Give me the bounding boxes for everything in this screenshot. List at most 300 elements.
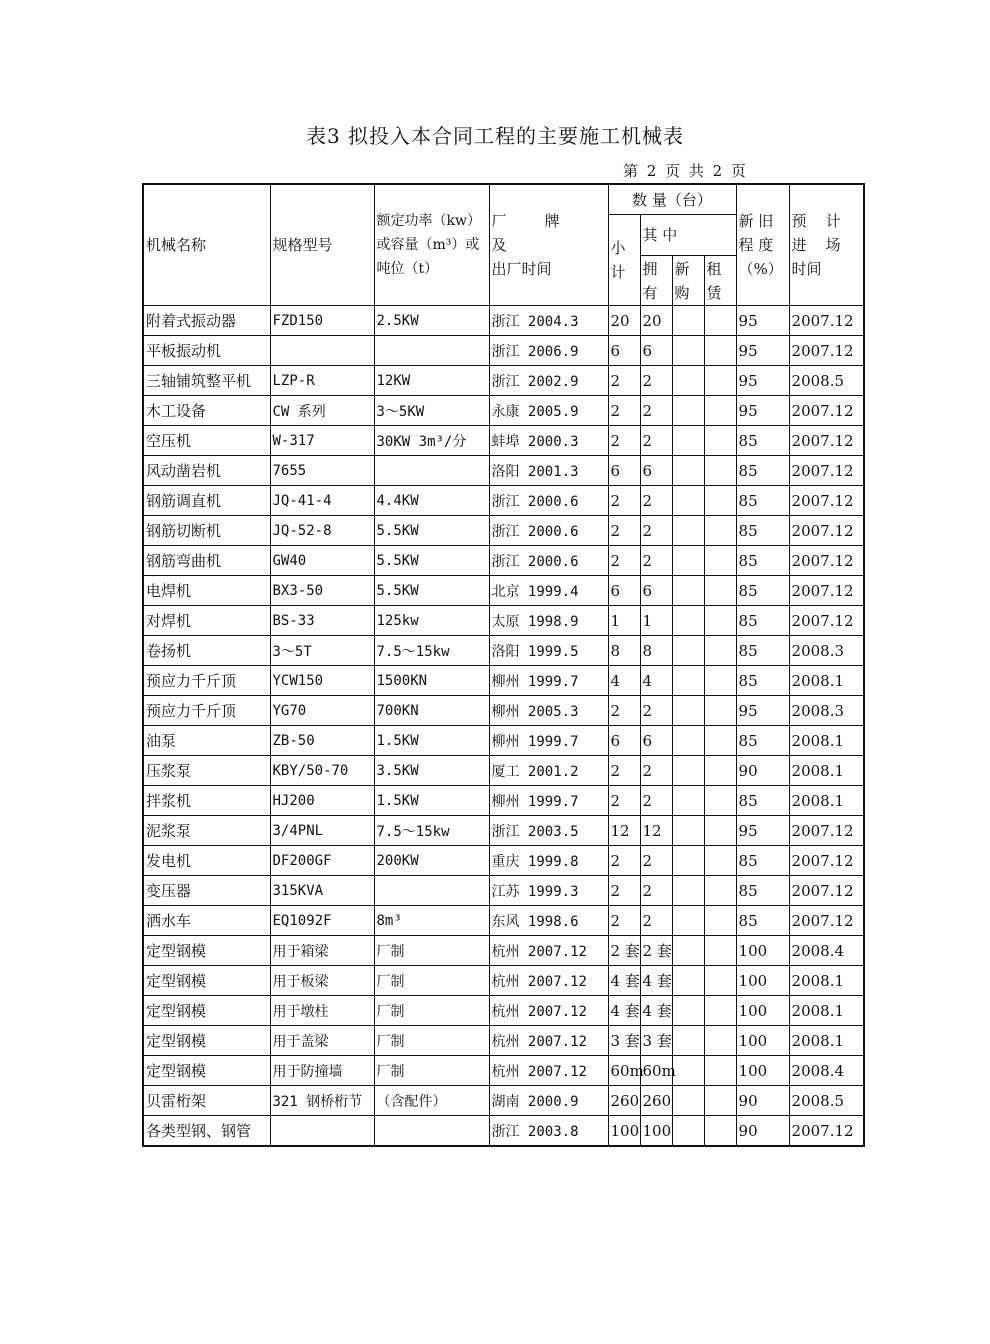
cell-subtotal: 8 — [608, 636, 640, 666]
header-quantity: 数 量（台） — [608, 184, 736, 215]
cell-factory: 杭州 2007.12 — [489, 936, 608, 966]
cell-new-buy — [672, 786, 704, 816]
cell-condition: 85 — [736, 546, 789, 576]
cell-lease — [704, 456, 736, 486]
cell-name: 油泵 — [143, 726, 270, 756]
cell-new-buy — [672, 546, 704, 576]
cell-lease — [704, 786, 736, 816]
cell-factory: 湖南 2000.9 — [489, 1086, 608, 1116]
header-new-buy — [672, 256, 704, 306]
table-row — [143, 726, 864, 756]
table-row — [143, 1086, 864, 1116]
cell-owned: 8 — [640, 636, 672, 666]
cell-power: 700KN — [374, 696, 489, 726]
cell-lease — [704, 1056, 736, 1086]
table-row — [143, 1026, 864, 1056]
cell-condition: 85 — [736, 666, 789, 696]
cell-power: 3.5KW — [374, 756, 489, 786]
cell-model: YCW150 — [270, 666, 374, 696]
cell-power — [374, 1116, 489, 1147]
header-power-line2: 或容量（m³）或 — [376, 237, 480, 253]
machinery-table — [142, 183, 865, 1147]
cell-new-buy — [672, 726, 704, 756]
cell-owned: 2 套 — [640, 936, 672, 966]
cell-subtotal: 4 套 — [608, 966, 640, 996]
header-new-buy-text: 新购 — [674, 259, 690, 302]
cell-subtotal: 2 — [608, 846, 640, 876]
cell-new-buy — [672, 966, 704, 996]
cell-model: DF200GF — [270, 846, 374, 876]
table-row — [143, 816, 864, 846]
cell-lease — [704, 336, 736, 366]
cell-lease — [704, 696, 736, 726]
table-row — [143, 456, 864, 486]
cell-condition: 95 — [736, 336, 789, 366]
cell-power — [374, 456, 489, 486]
cell-new-buy — [672, 1026, 704, 1056]
page-number-info: 第 2 页 共 2 页 — [623, 162, 746, 180]
cell-owned: 2 — [640, 876, 672, 906]
cell-condition: 95 — [736, 366, 789, 396]
cell-subtotal: 6 — [608, 336, 640, 366]
cell-subtotal: 2 — [608, 876, 640, 906]
cell-lease — [704, 936, 736, 966]
cell-subtotal: 2 — [608, 396, 640, 426]
cell-arrival: 2007.12 — [789, 576, 864, 606]
cell-power: 1.5KW — [374, 786, 489, 816]
header-arrival-text: 预 计进 场时间 — [791, 212, 841, 278]
cell-condition: 95 — [736, 816, 789, 846]
cell-model: JQ-41-4 — [270, 486, 374, 516]
cell-owned: 2 — [640, 846, 672, 876]
cell-arrival: 2008.3 — [789, 636, 864, 666]
header-factory-line3: 出厂时间 — [491, 260, 552, 278]
cell-condition: 85 — [736, 426, 789, 456]
cell-power: 厂制 — [374, 936, 489, 966]
cell-model: 用于墩柱 — [270, 996, 374, 1026]
cell-subtotal: 4 套 — [608, 996, 640, 1026]
cell-new-buy — [672, 996, 704, 1026]
cell-arrival: 2008.1 — [789, 666, 864, 696]
cell-subtotal: 2 — [608, 906, 640, 936]
cell-model: W-317 — [270, 426, 374, 456]
table-row — [143, 396, 864, 426]
cell-model: 7655 — [270, 456, 374, 486]
cell-owned: 2 — [640, 366, 672, 396]
cell-condition: 85 — [736, 876, 789, 906]
cell-owned: 20 — [640, 306, 672, 336]
cell-owned: 2 — [640, 516, 672, 546]
cell-model: 315KVA — [270, 876, 374, 906]
cell-subtotal: 60m — [608, 1056, 640, 1086]
cell-owned: 12 — [640, 816, 672, 846]
cell-condition: 100 — [736, 1026, 789, 1056]
cell-arrival: 2007.12 — [789, 816, 864, 846]
cell-model: LZP-R — [270, 366, 374, 396]
table-row — [143, 996, 864, 1026]
cell-power: （含配件） — [374, 1086, 489, 1116]
cell-new-buy — [672, 636, 704, 666]
cell-condition: 95 — [736, 396, 789, 426]
table-row — [143, 516, 864, 546]
cell-name: 洒水车 — [143, 906, 270, 936]
cell-factory: 厦工 2001.2 — [489, 756, 608, 786]
cell-condition: 85 — [736, 486, 789, 516]
table-row — [143, 846, 864, 876]
header-condition-text: 新 旧程 度（%） — [738, 212, 783, 278]
cell-model: 用于防撞墙 — [270, 1056, 374, 1086]
cell-model: 3/4PNL — [270, 816, 374, 846]
cell-factory: 东风 1998.6 — [489, 906, 608, 936]
cell-power: 200KW — [374, 846, 489, 876]
cell-factory: 浙江 2003.5 — [489, 816, 608, 846]
cell-power: 12KW — [374, 366, 489, 396]
cell-name: 定型钢模 — [143, 996, 270, 1026]
cell-lease — [704, 426, 736, 456]
cell-power: 1500KN — [374, 666, 489, 696]
cell-owned: 2 — [640, 426, 672, 456]
cell-model: BX3-50 — [270, 576, 374, 606]
cell-name: 电焊机 — [143, 576, 270, 606]
cell-factory: 杭州 2007.12 — [489, 996, 608, 1026]
cell-arrival: 2008.1 — [789, 726, 864, 756]
cell-condition: 90 — [736, 756, 789, 786]
cell-condition: 85 — [736, 456, 789, 486]
cell-new-buy — [672, 816, 704, 846]
cell-name: 压浆泵 — [143, 756, 270, 786]
header-power-line1: 额定功率（kw） — [376, 213, 481, 229]
header-power — [374, 184, 489, 306]
cell-model: HJ200 — [270, 786, 374, 816]
cell-lease — [704, 666, 736, 696]
cell-subtotal: 2 — [608, 516, 640, 546]
cell-factory: 杭州 2007.12 — [489, 1026, 608, 1056]
cell-lease — [704, 846, 736, 876]
cell-model: 3～5T — [270, 636, 374, 666]
cell-factory: 柳州 1999.7 — [489, 726, 608, 756]
cell-power: 厂制 — [374, 966, 489, 996]
table-row — [143, 1056, 864, 1086]
cell-arrival: 2008.1 — [789, 786, 864, 816]
cell-lease — [704, 1116, 736, 1147]
table-row — [143, 606, 864, 636]
cell-name: 钢筋调直机 — [143, 486, 270, 516]
cell-new-buy — [672, 846, 704, 876]
cell-subtotal: 2 — [608, 366, 640, 396]
cell-model: YG70 — [270, 696, 374, 726]
cell-owned: 2 — [640, 906, 672, 936]
cell-owned: 2 — [640, 786, 672, 816]
table-row — [143, 786, 864, 816]
cell-factory: 蚌埠 2000.3 — [489, 426, 608, 456]
cell-model: 用于盖梁 — [270, 1026, 374, 1056]
cell-arrival: 2007.12 — [789, 546, 864, 576]
cell-owned: 6 — [640, 456, 672, 486]
cell-lease — [704, 966, 736, 996]
cell-subtotal: 2 — [608, 696, 640, 726]
cell-factory: 浙江 2002.9 — [489, 366, 608, 396]
cell-lease — [704, 726, 736, 756]
cell-subtotal: 4 — [608, 666, 640, 696]
cell-owned: 2 — [640, 546, 672, 576]
cell-model: 用于箱梁 — [270, 936, 374, 966]
cell-name: 三轴铺筑整平机 — [143, 366, 270, 396]
cell-owned: 4 — [640, 666, 672, 696]
cell-owned: 4 套 — [640, 996, 672, 1026]
cell-condition: 95 — [736, 306, 789, 336]
cell-name: 钢筋切断机 — [143, 516, 270, 546]
cell-arrival: 2008.5 — [789, 366, 864, 396]
cell-subtotal: 100 — [608, 1116, 640, 1147]
cell-factory: 杭州 2007.12 — [489, 966, 608, 996]
cell-name: 平板振动机 — [143, 336, 270, 366]
header-model: 规格型号 — [270, 184, 374, 306]
cell-lease — [704, 876, 736, 906]
cell-name: 各类型钢、钢管 — [143, 1116, 270, 1147]
table-row — [143, 366, 864, 396]
cell-arrival: 2007.12 — [789, 906, 864, 936]
cell-subtotal: 1 — [608, 606, 640, 636]
cell-subtotal: 2 套 — [608, 936, 640, 966]
cell-new-buy — [672, 576, 704, 606]
cell-subtotal: 2 — [608, 426, 640, 456]
cell-name: 定型钢模 — [143, 936, 270, 966]
cell-new-buy — [672, 906, 704, 936]
cell-model: FZD150 — [270, 306, 374, 336]
cell-model: EQ1092F — [270, 906, 374, 936]
cell-arrival: 2007.12 — [789, 306, 864, 336]
cell-new-buy — [672, 486, 704, 516]
cell-owned: 260 — [640, 1086, 672, 1116]
cell-factory: 浙江 2004.3 — [489, 306, 608, 336]
cell-name: 卷扬机 — [143, 636, 270, 666]
cell-new-buy — [672, 936, 704, 966]
cell-model: 321 钢桥桁节 — [270, 1086, 374, 1116]
cell-lease — [704, 816, 736, 846]
cell-subtotal: 20 — [608, 306, 640, 336]
table-row — [143, 636, 864, 666]
cell-owned: 1 — [640, 606, 672, 636]
cell-name: 预应力千斤顶 — [143, 666, 270, 696]
cell-condition: 85 — [736, 846, 789, 876]
cell-factory: 洛阳 2001.3 — [489, 456, 608, 486]
cell-factory: 浙江 2000.6 — [489, 546, 608, 576]
cell-factory: 浙江 2000.6 — [489, 516, 608, 546]
cell-new-buy — [672, 456, 704, 486]
cell-factory: 太原 1998.9 — [489, 606, 608, 636]
cell-owned: 2 — [640, 396, 672, 426]
table-row — [143, 546, 864, 576]
cell-power: 8m³ — [374, 906, 489, 936]
cell-arrival: 2007.12 — [789, 516, 864, 546]
cell-new-buy — [672, 756, 704, 786]
cell-factory: 永康 2005.9 — [489, 396, 608, 426]
cell-power: 厂制 — [374, 996, 489, 1026]
cell-name: 木工设备 — [143, 396, 270, 426]
cell-subtotal: 6 — [608, 576, 640, 606]
cell-condition: 100 — [736, 966, 789, 996]
cell-condition: 90 — [736, 1116, 789, 1147]
cell-model — [270, 1116, 374, 1147]
header-subtotal — [608, 215, 640, 306]
header-factory-line2: 及 — [491, 236, 507, 254]
cell-condition: 90 — [736, 1086, 789, 1116]
cell-factory: 柳州 2005.3 — [489, 696, 608, 726]
header-lease-text: 租赁 — [706, 259, 722, 302]
cell-lease — [704, 996, 736, 1026]
cell-arrival: 2007.12 — [789, 396, 864, 426]
cell-condition: 85 — [736, 606, 789, 636]
cell-model: CW 系列 — [270, 396, 374, 426]
cell-lease — [704, 396, 736, 426]
table-row — [143, 756, 864, 786]
cell-power: 7.5～15kw — [374, 636, 489, 666]
cell-power — [374, 336, 489, 366]
cell-arrival: 2007.12 — [789, 486, 864, 516]
cell-subtotal: 6 — [608, 726, 640, 756]
cell-factory: 柳州 1999.7 — [489, 666, 608, 696]
cell-name: 定型钢模 — [143, 1056, 270, 1086]
header-subtotal-text: 小计 — [610, 239, 626, 281]
cell-power: 2.5KW — [374, 306, 489, 336]
cell-condition: 85 — [736, 786, 789, 816]
cell-new-buy — [672, 876, 704, 906]
cell-model: BS-33 — [270, 606, 374, 636]
cell-model: JQ-52-8 — [270, 516, 374, 546]
cell-new-buy — [672, 306, 704, 336]
cell-factory: 浙江 2003.8 — [489, 1116, 608, 1147]
cell-lease — [704, 306, 736, 336]
cell-model — [270, 336, 374, 366]
cell-subtotal: 12 — [608, 816, 640, 846]
cell-owned: 3 套 — [640, 1026, 672, 1056]
cell-condition: 100 — [736, 936, 789, 966]
cell-subtotal: 2 — [608, 486, 640, 516]
cell-arrival: 2008.1 — [789, 756, 864, 786]
header-owned-text: 拥有 — [642, 259, 658, 302]
cell-power: 4.4KW — [374, 486, 489, 516]
cell-subtotal: 260 — [608, 1086, 640, 1116]
cell-name: 对焊机 — [143, 606, 270, 636]
cell-subtotal: 6 — [608, 456, 640, 486]
cell-subtotal: 2 — [608, 756, 640, 786]
cell-lease — [704, 606, 736, 636]
cell-lease — [704, 636, 736, 666]
cell-name: 钢筋弯曲机 — [143, 546, 270, 576]
cell-owned: 2 — [640, 696, 672, 726]
cell-factory: 重庆 1999.8 — [489, 846, 608, 876]
cell-owned: 60m — [640, 1056, 672, 1086]
cell-factory: 北京 1999.4 — [489, 576, 608, 606]
cell-power — [374, 876, 489, 906]
page-title: 表3 拟投入本合同工程的主要施工机械表 — [305, 124, 685, 148]
cell-owned: 4 套 — [640, 966, 672, 996]
cell-lease — [704, 546, 736, 576]
cell-owned: 6 — [640, 336, 672, 366]
cell-name: 定型钢模 — [143, 1026, 270, 1056]
cell-factory: 洛阳 1999.5 — [489, 636, 608, 666]
cell-new-buy — [672, 1086, 704, 1116]
table-header — [143, 184, 864, 306]
cell-owned: 100 — [640, 1116, 672, 1147]
cell-new-buy — [672, 1056, 704, 1086]
cell-lease — [704, 516, 736, 546]
cell-arrival: 2007.12 — [789, 606, 864, 636]
cell-owned: 6 — [640, 576, 672, 606]
cell-arrival: 2008.1 — [789, 996, 864, 1026]
cell-arrival: 2008.5 — [789, 1086, 864, 1116]
cell-power: 7.5～15kw — [374, 816, 489, 846]
cell-new-buy — [672, 366, 704, 396]
header-among: 其 中 — [640, 215, 736, 256]
cell-new-buy — [672, 696, 704, 726]
table-row — [143, 876, 864, 906]
table-row — [143, 1116, 864, 1147]
table-row — [143, 336, 864, 366]
cell-condition: 95 — [736, 696, 789, 726]
cell-new-buy — [672, 1116, 704, 1147]
table-row — [143, 966, 864, 996]
cell-new-buy — [672, 426, 704, 456]
cell-name: 定型钢模 — [143, 966, 270, 996]
cell-arrival: 2008.4 — [789, 1056, 864, 1086]
cell-condition: 100 — [736, 1056, 789, 1086]
header-lease — [704, 256, 736, 306]
header-power-line3: 吨位（t） — [376, 261, 439, 277]
cell-factory: 浙江 2006.9 — [489, 336, 608, 366]
cell-condition: 85 — [736, 726, 789, 756]
table-body — [143, 306, 864, 1147]
cell-lease — [704, 906, 736, 936]
cell-new-buy — [672, 666, 704, 696]
cell-arrival: 2007.12 — [789, 456, 864, 486]
header-owned — [640, 256, 672, 306]
header-arrival — [789, 184, 864, 306]
cell-new-buy — [672, 396, 704, 426]
cell-condition: 100 — [736, 996, 789, 1026]
cell-power: 3～5KW — [374, 396, 489, 426]
cell-name: 风动凿岩机 — [143, 456, 270, 486]
cell-arrival: 2008.1 — [789, 966, 864, 996]
cell-power: 5.5KW — [374, 576, 489, 606]
cell-owned: 6 — [640, 726, 672, 756]
cell-lease — [704, 1086, 736, 1116]
header-factory — [489, 184, 608, 306]
cell-power: 1.5KW — [374, 726, 489, 756]
cell-power: 厂制 — [374, 1056, 489, 1086]
cell-lease — [704, 366, 736, 396]
cell-lease — [704, 756, 736, 786]
table-row — [143, 306, 864, 336]
cell-arrival: 2008.1 — [789, 1026, 864, 1056]
cell-arrival: 2007.12 — [789, 426, 864, 456]
cell-condition: 85 — [736, 576, 789, 606]
cell-power: 30KW 3m³/分 — [374, 426, 489, 456]
cell-lease — [704, 486, 736, 516]
cell-name: 发电机 — [143, 846, 270, 876]
cell-arrival: 2007.12 — [789, 876, 864, 906]
cell-power: 5.5KW — [374, 516, 489, 546]
table-row — [143, 576, 864, 606]
cell-subtotal: 2 — [608, 546, 640, 576]
table-row — [143, 666, 864, 696]
cell-new-buy — [672, 606, 704, 636]
cell-name: 贝雷桁架 — [143, 1086, 270, 1116]
cell-owned: 2 — [640, 486, 672, 516]
cell-name: 附着式振动器 — [143, 306, 270, 336]
cell-arrival: 2008.3 — [789, 696, 864, 726]
cell-name: 拌浆机 — [143, 786, 270, 816]
